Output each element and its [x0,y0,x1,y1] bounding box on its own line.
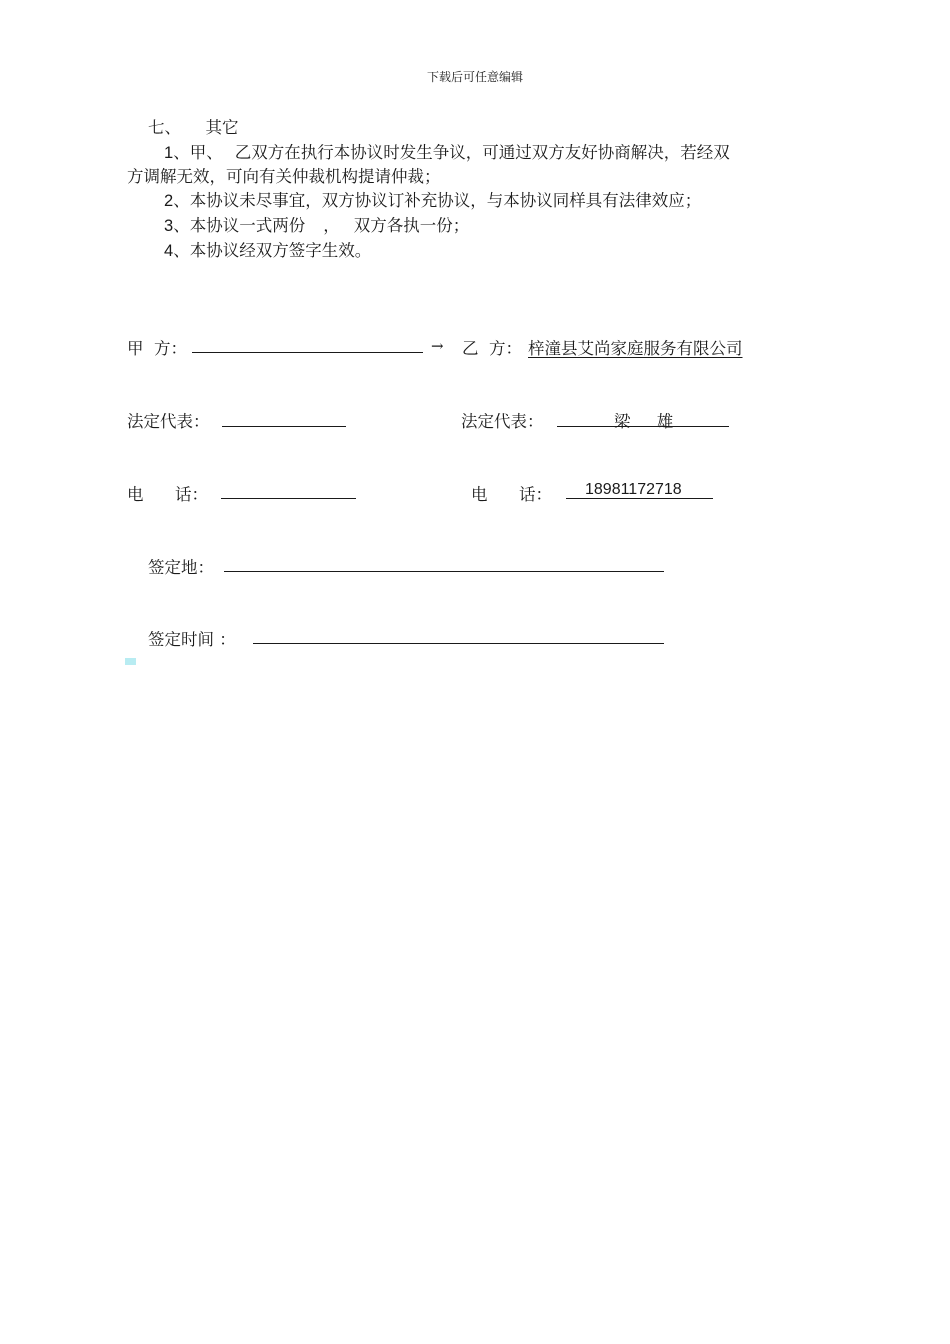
clause-2: 2、本协议未尽事宜，双方协议订补充协议，与本协议同样具有法律效应； [164,191,702,210]
cursor-marker [125,658,136,665]
party-a-phone-label: 电 话： [127,485,208,504]
party-b-label: 乙 方： [462,339,522,358]
section-number: 七、 [148,118,181,137]
clause-1: 1、甲、 乙双方在执行本协议时发生争议，可通过双方友好协商解决，若经双 [164,143,730,162]
party-a-signature-line[interactable] [192,352,423,353]
party-b-rep-label: 法定代表： [461,412,544,431]
party-b-phone: 18981172718 [585,481,682,498]
party-a-label: 甲 方： [127,339,187,358]
clause-1-continued: 方调解无效，可向有关仲裁机构提请仲裁； [127,167,441,186]
party-b-phone-label: 电 话： [471,485,552,504]
section-title [148,114,239,138]
sign-time-line[interactable] [253,643,664,644]
clause-3: 3、本协议一式两份 ， 双方各执一份； [164,216,470,235]
page-header: 下载后可任意编辑 [426,70,523,84]
party-a-rep-label: 法定代表： [127,412,210,431]
party-b-rep-name: 梁 雄 [614,412,674,431]
clause-4: 4、本协议经双方签字生效。 [164,241,372,260]
sign-place-line[interactable] [224,571,664,572]
party-a-phone-line[interactable] [221,498,356,499]
sign-time-label: 签定时间 ： [148,630,236,649]
party-a-rep-line[interactable] [222,426,346,427]
arrow-icon: → [431,337,444,355]
party-b-name: 梓潼县艾尚家庭服务有限公司 [528,339,743,358]
sign-place-label: 签定地： [148,558,214,577]
section-title-text: 其它 [205,118,239,137]
